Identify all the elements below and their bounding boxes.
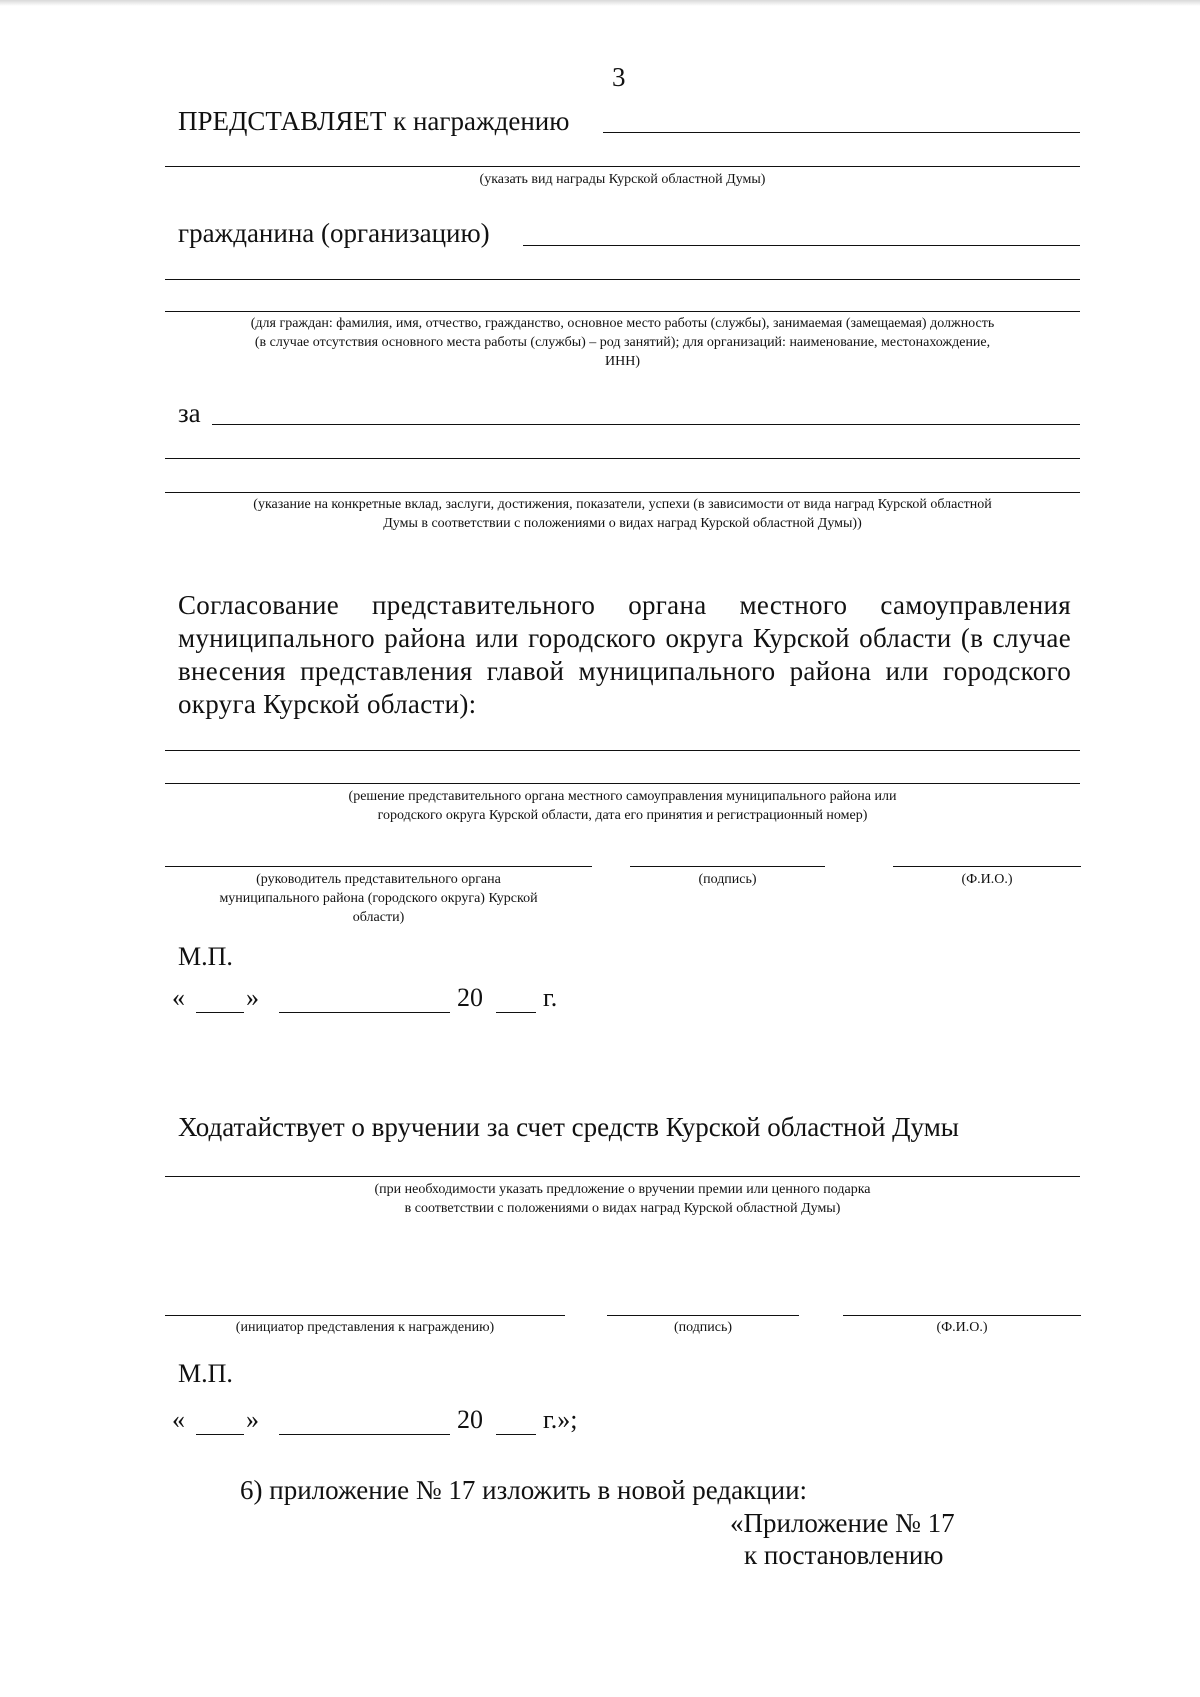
scan-edge: [0, 0, 1200, 6]
merit-line-2: [165, 458, 1080, 459]
date-month-line: [279, 1012, 450, 1013]
approval-heading: Согласование представительного органа местного самоуправления муниципального района или городского округа Курской области (в случае внесения представления главой муниципального района или городского округа Курской области):: [178, 590, 1071, 719]
petition-seal-label: М.П.: [178, 1359, 233, 1388]
merit-line-3: [165, 492, 1080, 493]
head-signature-line: [630, 866, 825, 867]
head-signature-hint: (подпись): [698, 872, 757, 887]
head-name-line: [893, 866, 1081, 867]
petition-hint-2: в соответствии с положениями о видах наград Курской областной Думы): [404, 1201, 841, 1216]
initiator-signature-line: [607, 1315, 799, 1316]
amendment-item: 6) приложение № 17 изложить в новой редакции:: [240, 1475, 808, 1505]
petition-date-close-quote: »: [246, 1405, 259, 1434]
head-hint-2: муниципального района (городского округа) Курской: [219, 891, 538, 906]
decision-hint-2: городского округа Курской области, дата его принятия и регистрационный номер): [377, 808, 868, 823]
merit-hint-1: (указание на конкретные вклад, заслуги, достижения, показатели, успехи (в зависимости от вида наград Курской областной: [253, 497, 992, 512]
decision-line-2: [165, 783, 1080, 784]
citizen-line-2: [165, 279, 1080, 280]
date-day-line: [196, 1012, 244, 1013]
for-label: за: [178, 398, 201, 428]
date-year-line: [496, 1012, 536, 1013]
citizen-line-1: [523, 245, 1080, 246]
initiator-name-hint: (Ф.И.О.): [936, 1320, 988, 1335]
award-type-line: [603, 132, 1080, 133]
initiator-signature-hint: (подпись): [673, 1320, 733, 1335]
decision-line-1: [165, 750, 1080, 751]
merit-hint-2: Думы в соответствии с положениями о видах наград Курской областной Думы)): [383, 516, 862, 531]
initiator-hint: (инициатор представления к награждению): [235, 1320, 495, 1335]
appendix-subtitle: к постановлению: [744, 1540, 944, 1570]
citizen-label: гражданина (организацию): [178, 218, 490, 248]
petition-line: [165, 1176, 1080, 1177]
date-year-suffix: г.: [543, 983, 558, 1012]
citizen-hint-2: (в случае отсутствия основного места работы (службы) – род занятий); для организаций: наименование, местонахождение,: [254, 335, 991, 350]
head-name-hint: (Ф.И.О.): [961, 872, 1013, 887]
petition-heading: Ходатайствует о вручении за счет средств Курской областной Думы: [178, 1112, 959, 1142]
petition-date-month-line: [279, 1434, 450, 1435]
head-hint-1: (руководитель представительного органа: [256, 872, 501, 887]
head-hint-3: области): [352, 910, 405, 925]
citizen-line-3: [165, 311, 1080, 312]
date-open-quote: «: [172, 983, 185, 1012]
decision-hint-1: (решение представительного органа местного самоуправления муниципального района или: [348, 789, 897, 804]
citizen-hint-1: (для граждан: фамилия, имя, отчество, гражданство, основное место работы (службы), занимаемая (замещаемая) должность: [250, 316, 995, 331]
petition-date-year-line: [496, 1434, 536, 1435]
seal-label: М.П.: [178, 942, 233, 971]
petition-date-open-quote: «: [172, 1405, 185, 1434]
appendix-title: «Приложение № 17: [730, 1508, 955, 1538]
page-number: 3: [612, 62, 626, 92]
date-year-prefix: 20: [457, 983, 483, 1012]
petition-date-day-line: [196, 1434, 244, 1435]
presents-label: ПРЕДСТАВЛЯЕТ к награждению: [178, 106, 570, 136]
date-close-quote: »: [246, 983, 259, 1012]
head-signer-line: [165, 866, 592, 867]
initiator-line: [165, 1315, 565, 1316]
initiator-name-line: [843, 1315, 1081, 1316]
petition-hint-1: (при необходимости указать предложение о вручении премии или ценного подарка: [374, 1182, 871, 1197]
award-hint: (указать вид награды Курской областной Думы): [479, 172, 766, 187]
citizen-hint-3: ИНН): [605, 354, 640, 369]
award-type-line-2: [165, 166, 1080, 167]
petition-date-year-prefix: 20: [457, 1405, 483, 1434]
petition-date-year-suffix: г.»;: [543, 1405, 578, 1434]
merit-line-1: [212, 424, 1080, 425]
